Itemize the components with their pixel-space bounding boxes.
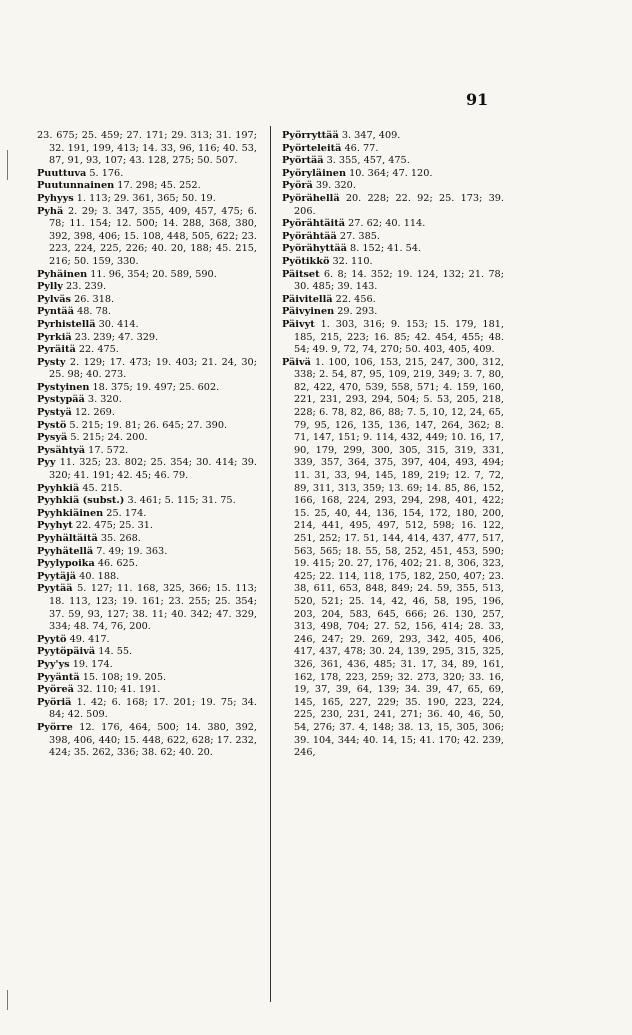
entry-references: 3. 355, 457, 475. [326,155,410,167]
index-entry [37,457,257,482]
entry-headword: Pyy [37,457,56,469]
left-margin-mark [7,150,8,180]
index-entry [282,294,504,307]
index-entry [282,130,504,143]
entry-references: 5. 176. [89,167,124,179]
entry-references: 3. 320. [87,394,122,406]
entry-references: 6. 8; 14. 352; 19. 124, 132; 21. 78; 30. 485; 39. 143. [294,268,504,293]
left-margin-mark [7,990,8,1010]
index-entry [282,306,504,319]
index-entry [282,231,504,244]
index-entry [282,269,504,294]
entry-references: 45. 215. [82,482,123,494]
entry-references: 22. 456. [335,293,376,305]
entry-headword: Pyytäjä [37,570,77,582]
index-entry [282,168,504,181]
entry-references: 17. 298; 45. 252. [117,180,201,192]
entry-headword: Pystyinen [37,381,90,393]
entry-headword: Pyyhkiä (subst.) [37,495,125,507]
entry-headword: Pysty [37,356,66,368]
entry-headword: Pylly [37,281,63,293]
entry-references: 2. 129; 17. 473; 19. 403; 21. 24, 30; 25. 98; 40. 273. [49,356,257,381]
entry-references: 27. 385. [339,230,380,242]
entry-references: 30. 414. [98,318,139,330]
entry-references: 11. 325; 23. 802; 25. 354; 30. 414; 39. 320; 41. 191; 42. 45; 46. 79. [49,457,257,482]
index-entry [37,407,257,420]
entry-references: 40. 188. [79,570,120,582]
entry-references: 19. 174. [72,658,113,670]
index-entry [282,319,504,357]
entry-headword: Pyyhyt [37,520,73,532]
entry-headword: Pyhäinen [37,268,88,280]
entry-headword: Pyyhkiäinen [37,507,104,519]
index-entry [282,243,504,256]
index-entry [37,206,257,269]
index-entry [37,394,257,407]
index-entry [37,294,257,307]
index-entry [37,344,257,357]
entry-headword: Pyntää [37,306,74,318]
entry-headword: Päitset [282,268,320,280]
index-entry [37,193,257,206]
index-entry [37,646,257,659]
entry-references: 26. 318. [74,293,115,305]
entry-headword: Puutunnainen [37,180,115,192]
entry-references: 22. 475. [78,344,119,356]
index-entry [37,495,257,508]
entry-references: 3. 461; 5. 115; 31. 75. [127,495,236,507]
index-entry [282,256,504,269]
entry-references: 32. 110. [332,255,373,267]
entry-headword: Pyräitä [37,344,76,356]
entry-headword: Päivitellä [282,293,333,305]
entry-references: 20. 228; 22. 92; 25. 173; 39. 206. [294,192,504,217]
entry-headword: Pyöryläinen [282,167,346,179]
entry-headword: Pyytää [37,583,73,595]
index-entry [37,722,257,760]
index-entry [37,445,257,458]
entry-references: 12. 269. [74,407,115,419]
entry-references: 23. 675; 25. 459; 27. 171; 29. 313; 31. 197; 32. 191, 199, 413; 14. 33, 96, 116; 40. 53, 87, 91, 93, 107; 43. 128, 275; 50. 507. [37,130,257,167]
index-entry [282,180,504,193]
entry-headword: Pyrkiä [37,331,72,343]
index-entry [37,483,257,496]
index-entry [37,319,257,332]
index-entry [37,659,257,672]
entry-references: 7. 49; 19. 363. [96,545,168,557]
entry-references: 23. 239; 47. 329. [74,331,159,343]
entry-references: 35. 268. [100,533,141,544]
entry-references: 48. 78. [77,306,111,318]
entry-headword: Pysähtyä [37,444,86,456]
index-entry [37,281,257,294]
entry-references: 27. 62; 40. 114. [348,218,426,230]
index-entry [37,684,257,697]
entry-references: 3. 347, 409. [341,130,401,141]
entry-headword: Pyörähellä [282,192,340,204]
entry-references: 49. 417. [69,633,110,645]
entry-headword: Pyöriä [37,696,72,708]
entry-references: 46. 77. [344,142,379,154]
index-entry [37,306,257,319]
entry-headword: Pyhyys [37,192,74,204]
entry-headword: Pylväs [37,293,71,305]
index-entry [282,357,504,760]
entry-headword: Pyyhkiä [37,482,80,494]
entry-headword: Pyörähtäitä [282,218,345,230]
entry-headword: Pyytöpäivä [37,646,96,658]
entry-headword: Pyörähtää [282,230,337,242]
index-entry [37,672,257,685]
entry-headword: Pyörre [37,721,73,733]
index-entry [37,180,257,193]
entry-references: 11. 96, 354; 20. 589, 590. [90,268,217,280]
entry-headword: Pyörä [282,180,313,192]
entry-headword: Pyöreä [37,684,74,696]
entry-headword: Pyhä [37,205,64,217]
entry-references: 32. 110; 41. 191. [77,684,161,696]
index-entry [37,508,257,521]
index-entry [37,634,257,647]
entry-references: 18. 375; 19. 497; 25. 602. [92,381,220,393]
index-entry [37,571,257,584]
entry-references: 1. 113; 29. 361, 365; 50. 19. [76,192,216,204]
index-entry [282,218,504,231]
page-number: 91 [466,90,489,109]
entry-references: 46. 625. [97,558,138,570]
entry-references: 17. 572. [88,444,129,456]
index-entry [282,155,504,168]
entry-references: 22. 475; 25. 31. [75,520,154,532]
entry-references: 25. 174. [106,507,147,519]
index-entry [37,420,257,433]
entry-references: 1. 42; 6. 168; 17. 201; 19. 75; 34. 84; 42. 509. [49,696,257,721]
entry-references: 1. 303, 316; 9. 153; 15. 179, 181, 185, 215, 223; 16. 85; 42. 454, 455; 48. 54; 49. 9, 72, 74, 270; 50. 403, 405, 409. [294,318,504,356]
left-column [37,130,257,760]
index-entry [37,130,257,168]
entry-references: 2. 29; 3. 347, 355, 409, 457, 475; 6. 78; 11. 154; 12. 500; 14. 288, 368, 380, 392, 398, 406; 15. 108, 448, 505, 622; 23. 223, 224, 225, 226; 40. 20, 188; 45. 215, 216; 50. 159, 330. [49,205,257,267]
entry-references: 39. 320. [315,180,356,192]
entry-headword: Pyyhältäitä [37,533,98,544]
entry-headword: Pystypää [37,394,85,406]
entry-references: 10. 364; 47. 120. [349,167,433,179]
index-entry [37,533,257,546]
entry-references: 14. 55. [98,646,133,658]
entry-headword: Pyörteleitä [282,142,342,154]
index-entry [37,382,257,395]
entry-headword: Pyylypoika [37,558,95,570]
entry-references: 8. 152; 41. 54. [350,243,422,255]
entry-headword: Pystö [37,419,67,431]
entry-references: 1. 100, 106, 153, 215, 247, 300, 312, 338; 2. 54, 87, 95, 109, 219, 349; 3. 7, 80, 82, 422, 470, 539, 558, 571; 4. 159, 160, 221, 231, 293, 294, 504; 5. 53, 205, 218, 228; 6. 78, 82, 86, 88; 7. 5, 10, 12, 24, 65, 79, 95, 126, 135, 136, 147, 264, 362; 8. 71, 147, 151; 9. 114, 432, 449; 10. 16, 17, 90, 179, 299, 300, 305, 315, 319, 331, 339, 357, 364, 375, 397, 404, 493, 494; 11. 31, 33, 94, 145, 189, 219; 12. 7, 72, 89, 311, 313, 359; 13. 69; 14. 85, 86, 152, 166, 168, 224, 293, 294, 298, 401, 422; 15. 25, 40, 44, 136, 154, 172, 180, 200, 214, 441, 495, 497, 512, 598; 16. 122, 251, 252; 17. 51, 144, 414, 437, 477, 517, 563, 565; 18. 55, 58, 252, 451, 453, 590; 19. 415; 20. 27, 176, 402; 21. 8, 306, 323, 425; 22. 114, 118, 175, 182, 250, 407; 23. 38, 611, 653, 848, 849; 24. 59, 355, 513, 520, 521; 25. 14, 42, 46, 58, 195, 196, 203, 204, 583, 645, 666; 26. 130, 257, 313, 498, 704; 27. 52, 156, 414; 28. 33, 246, 247; 29. 269, 293, 342, 405, 406, 417, 437, 478; 30. 24, 139, 295, 315, 325, 326, 361, 436, 485; 31. 17, 34, 89, 161, 162, 178, 223, 259; 32. 273, 320; 33. 16, 19, 37, 39, 64, 139; 34. 39, 47, 65, 69, 145, 165, 227, 229; 35. 190, 223, 224, 225, 230, 231, 241, 271; 36. 40, 46, 50, 54, 276; 37. 4, 148; 38. 13, 15, 305, 306; 39. 104, 344; 40. 14, 15; 41. 170; 42. 239, 246, [294,356,504,759]
entry-headword: Pyytö [37,633,67,645]
entry-headword: Pysyä [37,432,68,444]
right-column [282,130,504,760]
entry-references: 5. 215; 19. 81; 26. 645; 27. 390. [69,419,228,431]
entry-headword: Pyötikkö [282,255,330,267]
entry-headword: Pyyäntä [37,671,80,683]
entry-headword: Pyy'ys [37,658,70,670]
index-entry [37,269,257,282]
index-entry [37,583,257,633]
entry-headword: Pyörähyttää [282,243,347,255]
entry-headword: Päivyt [282,318,315,330]
entry-references: 29. 293. [337,306,378,318]
entry-headword: Pyrhistellä [37,318,96,330]
index-entry [37,546,257,559]
index-entry [37,357,257,382]
entry-headword: Pyörtää [282,155,324,167]
entry-headword: Pyyhätellä [37,545,94,557]
index-entry [37,697,257,722]
entry-references: 12. 176, 464, 500; 14. 380, 392, 398, 406, 440; 15. 448, 622, 628; 17. 232, 424; 35. 262, 336; 38. 62; 40. 20. [49,721,257,759]
index-entry [37,558,257,571]
index-entry [37,168,257,181]
entry-headword: Pyörryttää [282,130,339,141]
index-entry [37,520,257,533]
index-entry [37,432,257,445]
index-entry [37,332,257,345]
entry-headword: Puuttuva [37,167,87,179]
index-entry [282,143,504,156]
entry-headword: Päivyinen [282,306,335,318]
entry-references: 5. 215; 24. 200. [70,432,148,444]
index-entry [282,193,504,218]
entry-headword: Päivä [282,356,311,368]
column-divider [270,126,271,1002]
entry-references: 5. 127; 11. 168, 325, 366; 15. 113; 18. 113, 123; 19. 161; 23. 255; 25. 354; 37. 59, 93, 127; 38. 11; 40. 342; 47. 329, 334; 48. 74, 76, 200. [49,583,257,633]
entry-references: 15. 108; 19. 205. [82,671,167,683]
entry-references: 23. 239. [66,281,107,293]
entry-headword: Pystyä [37,407,72,419]
